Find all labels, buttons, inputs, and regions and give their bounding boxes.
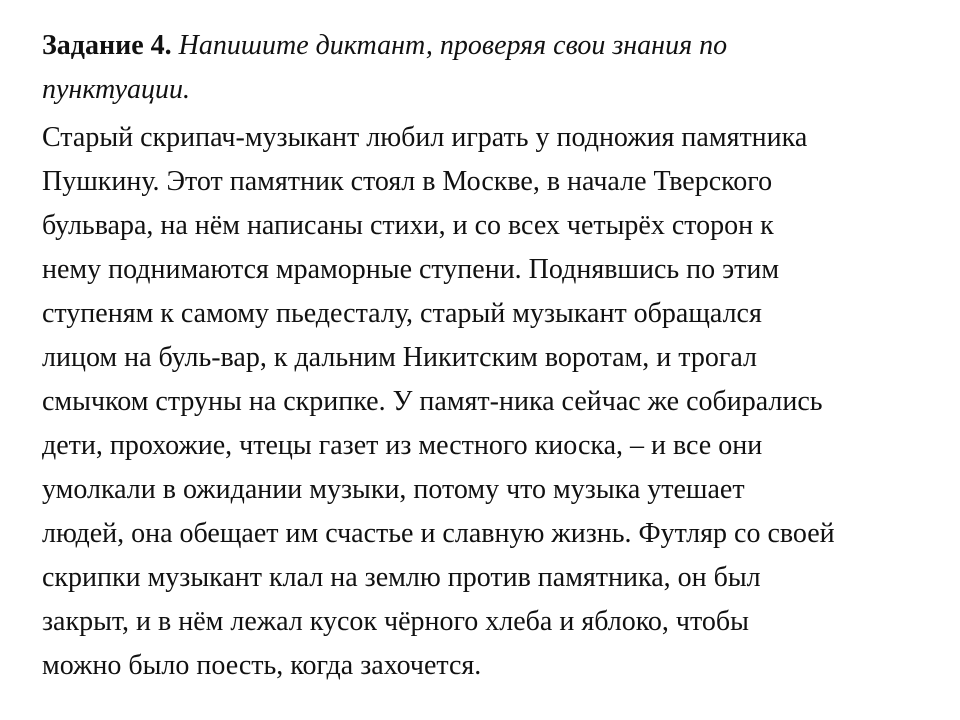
text-line: смычком струны на скрипке. У памят-ника сейчас же собирались: [42, 386, 823, 417]
text-line: Старый скрипач-музыкант любил играть у подножия памятника: [42, 122, 808, 153]
text-line: бульвара, на нём написаны стихи, и со всех четырёх сторон к: [42, 210, 774, 241]
task-instruction-cont: пунктуации.: [42, 74, 190, 105]
dictation-text: [42, 116, 942, 688]
task-heading: [42, 24, 942, 112]
text-line: Пушкину. Этот памятник стоял в Москве, в начале Тверского: [42, 166, 773, 197]
text-line: можно было поесть, когда захочется.: [42, 650, 482, 681]
text-line: людей, она обещает им счастье и славную жизнь. Футляр со своей: [42, 518, 835, 549]
text-line: ступеням к самому пьедесталу, старый музыкант обращался: [42, 298, 762, 329]
task-label: Задание 4.: [42, 30, 172, 61]
text-line: скрипки музыкант клал на землю против памятника, он был: [42, 562, 761, 593]
text-line: лицом на буль-вар, к дальним Никитским воротам, и трогал: [42, 342, 757, 373]
task-instruction: Напишите диктант, проверяя свои знания по: [178, 30, 728, 61]
document-page: [42, 24, 942, 688]
text-line: дети, прохожие, чтецы газет из местного киоска, – и все они: [42, 430, 763, 461]
text-line: закрыт, и в нём лежал кусок чёрного хлеба и яблоко, чтобы: [42, 606, 749, 637]
text-line: нему поднимаются мраморные ступени. Поднявшись по этим: [42, 254, 780, 285]
text-line: умолкали в ожидании музыки, потому что музыка утешает: [42, 474, 745, 505]
